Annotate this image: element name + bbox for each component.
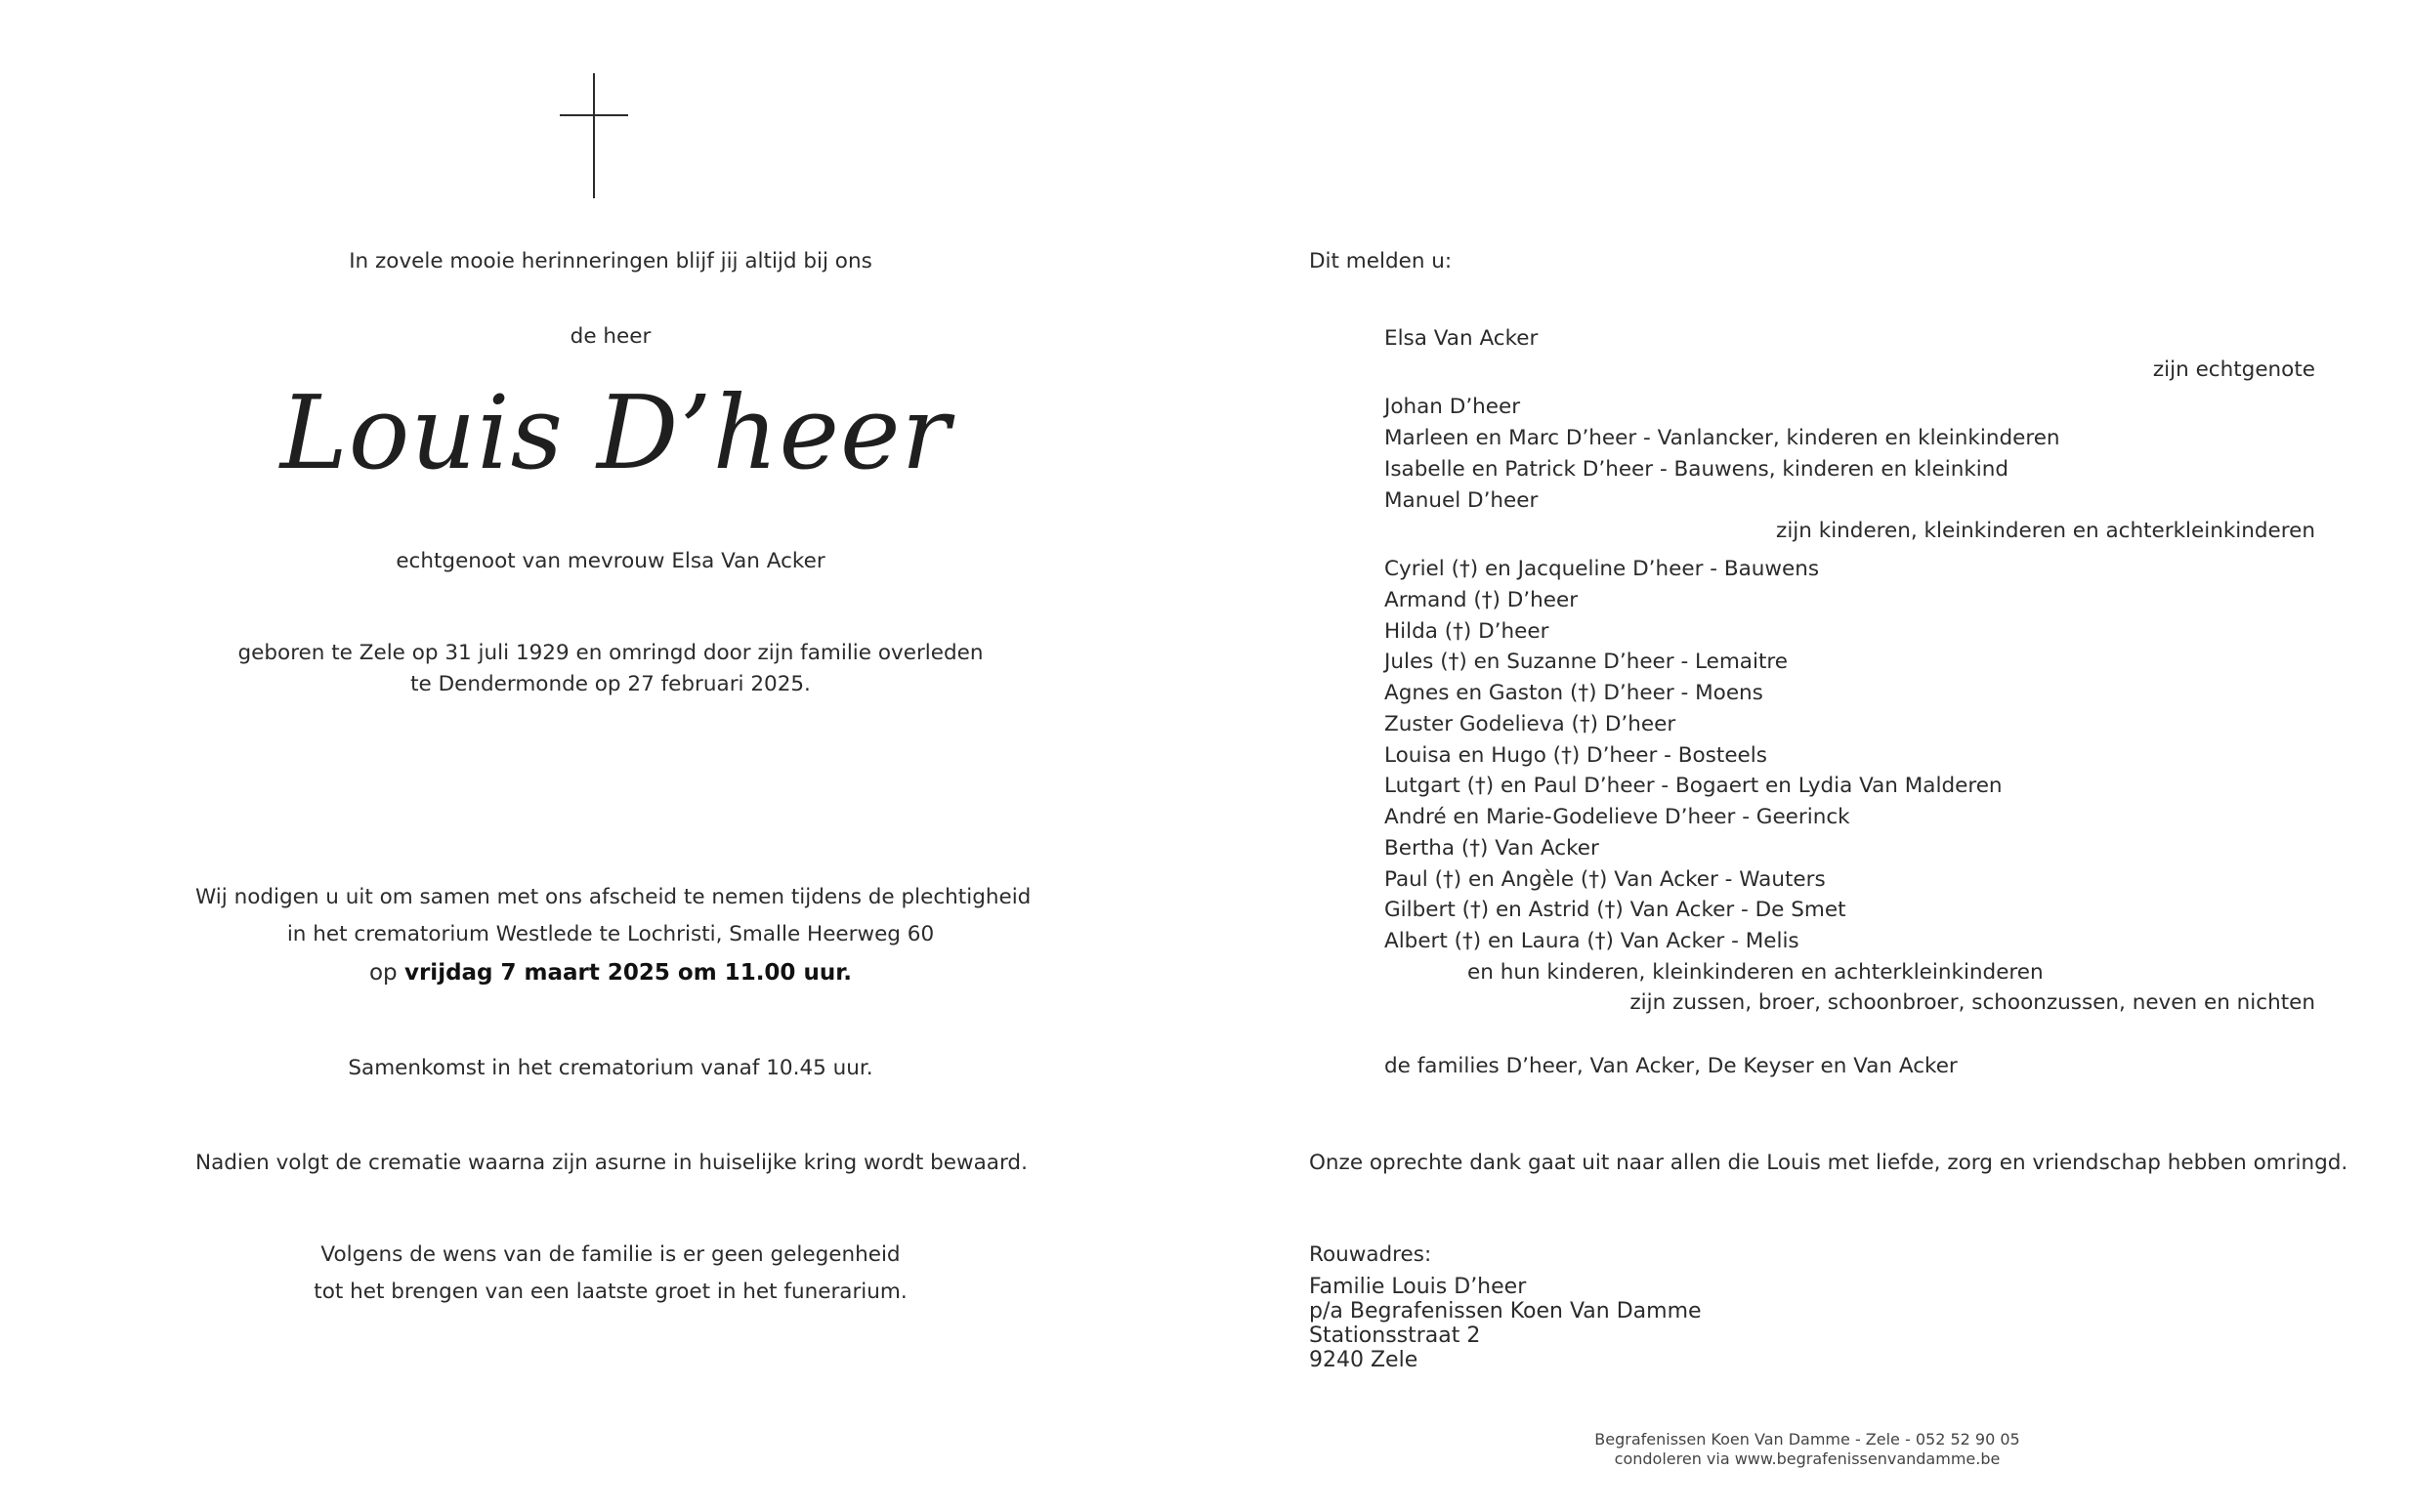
sibling-line: Lutgart (†) en Paul D’heer - Bogaert en Lydia Van Malderen <box>1384 774 2003 798</box>
sibling-line: Louisa en Hugo (†) D’heer - Bosteels <box>1384 743 1767 768</box>
funeral-home-info: Begrafenissen Koen Van Damme - Zele - 052 52 90 05 <box>1594 1430 2020 1449</box>
siblings-label: zijn zussen, broer, schoonbroer, schoonzussen, neven en nichten <box>1629 990 2315 1015</box>
sibling-line: Cyriel (†) en Jacqueline D’heer - Bauwens <box>1384 557 1820 581</box>
condolence-link: condoleren via www.begrafenissenvandamme.be <box>1614 1449 2001 1468</box>
honorific-title: de heer <box>570 324 652 349</box>
announcement-intro: Dit melden u: <box>1309 249 1453 273</box>
sibling-line: Gilbert (†) en Astrid (†) Van Acker - De Smet <box>1384 898 1846 922</box>
address-line: Familie Louis D’heer <box>1309 1275 1527 1299</box>
invitation-line-1: Wij nodigen u uit om samen met ons afscheid te nemen tijdens de plechtigheid <box>195 885 1032 909</box>
child-line: Isabelle en Patrick D’heer - Bauwens, kinderen en kleinkind <box>1384 457 2009 482</box>
address-line: p/a Begrafenissen Koen Van Damme <box>1309 1299 1702 1323</box>
siblings-sub-line: en hun kinderen, kleinkinderen en achterkleinkinderen <box>1467 960 2044 985</box>
sibling-line: Albert (†) en Laura (†) Van Acker - Melis <box>1384 929 1799 953</box>
sibling-line: Paul (†) en Angèle (†) Van Acker - Wauters <box>1384 867 1826 892</box>
sibling-line: Hilda (†) D’heer <box>1384 619 1549 644</box>
wish-line-1: Volgens de wens van de familie is er geen gelegenheid <box>320 1242 901 1267</box>
ceremony-date-prefix: op <box>368 960 404 986</box>
spouse-line: echtgenoot van mevrouw Elsa Van Acker <box>396 549 825 573</box>
cremation-note: Nadien volgt de crematie waarna zijn asurne in huiselijke kring wordt bewaard. <box>195 1151 1028 1175</box>
ceremony-date-value: vrijdag 7 maart 2025 om 11.00 uur. <box>403 960 852 986</box>
wish-line-2: tot het brengen van een laatste groet in het funerarium. <box>314 1280 908 1304</box>
memorial-quote: In zovele mooie herinneringen blijf jij altijd bij ons <box>349 249 872 273</box>
sibling-line: Zuster Godelieva (†) D’heer <box>1384 712 1676 736</box>
sibling-line: Jules (†) en Suzanne D’heer - Lemaitre <box>1384 650 1788 674</box>
child-line: Manuel D’heer <box>1384 488 1539 513</box>
address-heading: Rouwadres: <box>1309 1242 1432 1267</box>
birth-death-line-1: geboren te Zele op 31 juli 1929 en omringd door zijn familie overleden <box>237 641 984 665</box>
child-line: Johan D’heer <box>1384 395 1521 419</box>
sibling-line: Armand (†) D’heer <box>1384 588 1579 612</box>
deceased-name: Louis D’heer <box>279 373 951 492</box>
address-line: Stationsstraat 2 <box>1309 1323 1481 1348</box>
invitation-line-2: in het crematorium Westlede te Lochristi, Smalle Heerweg 60 <box>286 922 935 946</box>
sibling-line: Bertha (†) Van Acker <box>1384 836 1599 861</box>
mourning-address <box>1309 1275 1702 1372</box>
birth-death-line-2: te Dendermonde op 27 februari 2025. <box>410 672 811 696</box>
families-line: de families D’heer, Van Acker, De Keyser en Van Acker <box>1384 1054 1958 1078</box>
wife-label: zijn echtgenote <box>2152 357 2315 382</box>
children-label: zijn kinderen, kleinkinderen en achterkleinkinderen <box>1776 519 2315 543</box>
gathering-note: Samenkomst in het crematorium vanaf 10.45 uur. <box>348 1056 873 1080</box>
child-line: Marleen en Marc D’heer - Vanlancker, kinderen en kleinkinderen <box>1384 426 2060 450</box>
ceremony-date <box>195 960 1026 986</box>
address-line: 9240 Zele <box>1309 1348 1418 1372</box>
sibling-line: André en Marie-Godelieve D’heer - Geerinck <box>1384 805 1850 829</box>
wife-name: Elsa Van Acker <box>1384 326 1539 351</box>
thanks-line: Onze oprechte dank gaat uit naar allen die Louis met liefde, zorg en vriendschap hebben omringd. <box>1309 1151 2348 1175</box>
sibling-line: Agnes en Gaston (†) D’heer - Moens <box>1384 681 1763 705</box>
